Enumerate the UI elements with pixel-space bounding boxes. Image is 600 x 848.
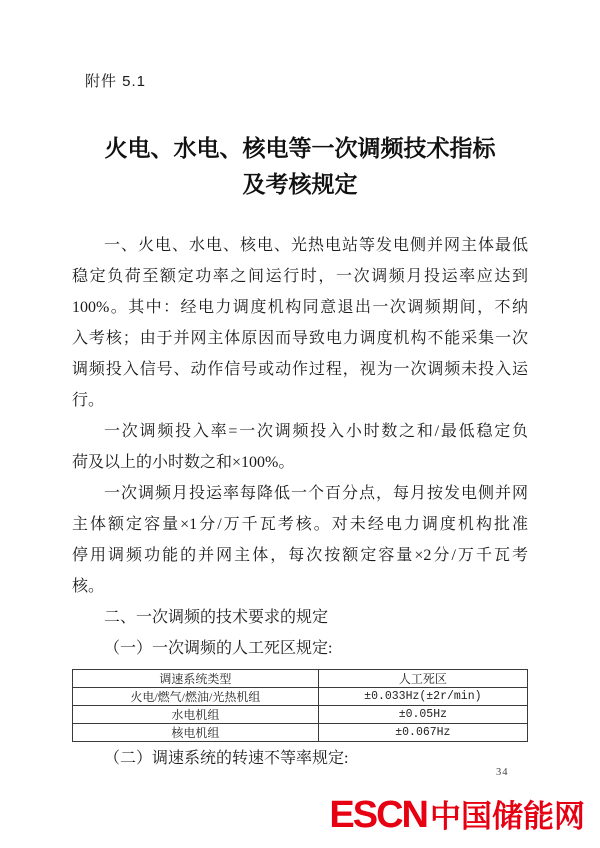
table-header-row xyxy=(73,670,528,688)
body-line: 二、一次调频的技术要求的规定 xyxy=(104,609,329,626)
body-line: 一、火电、水电、核电、光热电站等发电侧并网主体最低 xyxy=(104,237,528,254)
table-cell: 核电机组 xyxy=(73,724,319,742)
page-title-line-2: 及考核规定 xyxy=(242,171,358,197)
deadband-table xyxy=(72,669,528,742)
body-line: 核。 xyxy=(72,578,105,595)
table-row xyxy=(73,688,528,706)
table-row xyxy=(73,706,528,724)
section-2-item-2: （二）调速系统的转速不等率规定: xyxy=(104,750,349,767)
body-line: 行。 xyxy=(72,392,105,409)
table-header-type: 调速系统类型 xyxy=(73,670,319,688)
body-line: 100%。其中：经电力调度机构同意退出一次调频期间，不纳 xyxy=(72,299,528,316)
body-line: 一次调频投入率=一次调频投入小时数之和/最低稳定负 xyxy=(104,423,528,440)
table-cell: ±0.067Hz xyxy=(318,724,527,742)
body-line: 主体额定容量×1分/万千瓦考核。对未经电力调度机构批准 xyxy=(72,516,528,533)
attachment-label: 附件 5.1 xyxy=(85,73,147,90)
body-line: 稳定负荷至额定功率之间运行时，一次调频月投运率应达到 xyxy=(72,268,528,285)
body-line: 入考核；由于并网主体原因而导致电力调度机构不能采集一次 xyxy=(72,330,528,347)
table-cell: ±0.033Hz(±2r/min) xyxy=(318,688,527,706)
body-line: 荷及以上的小时数之和×100%。 xyxy=(72,454,295,471)
escn-logo xyxy=(329,795,585,837)
table-cell: 水电机组 xyxy=(73,706,319,724)
escn-logo-chinese: 中国储能网 xyxy=(430,799,585,834)
table-cell: 火电/燃气/燃油/光热机组 xyxy=(73,688,319,706)
escn-logo-latin: ESCN xyxy=(329,794,427,836)
body-line: （一）一次调频的人工死区规定: xyxy=(104,640,333,657)
table-cell: ±0.05Hz xyxy=(318,706,527,724)
page-title xyxy=(0,130,600,202)
body-line: 停用调频功能的并网主体，每次按额定容量×2分/万千瓦考 xyxy=(72,547,528,564)
deadband-table-body xyxy=(73,688,528,742)
body-line: 调频投入信号、动作信号或动作过程，视为一次调频未投入运 xyxy=(72,361,528,378)
body-line: 一次调频月投运率每降低一个百分点，每月按发电侧并网 xyxy=(104,485,528,502)
page-number: 34 xyxy=(496,767,509,778)
body-text xyxy=(72,230,528,664)
table-row xyxy=(73,724,528,742)
table-header-deadband: 人工死区 xyxy=(318,670,527,688)
page-title-line-1: 火电、水电、核电等一次调频技术指标 xyxy=(104,135,496,161)
